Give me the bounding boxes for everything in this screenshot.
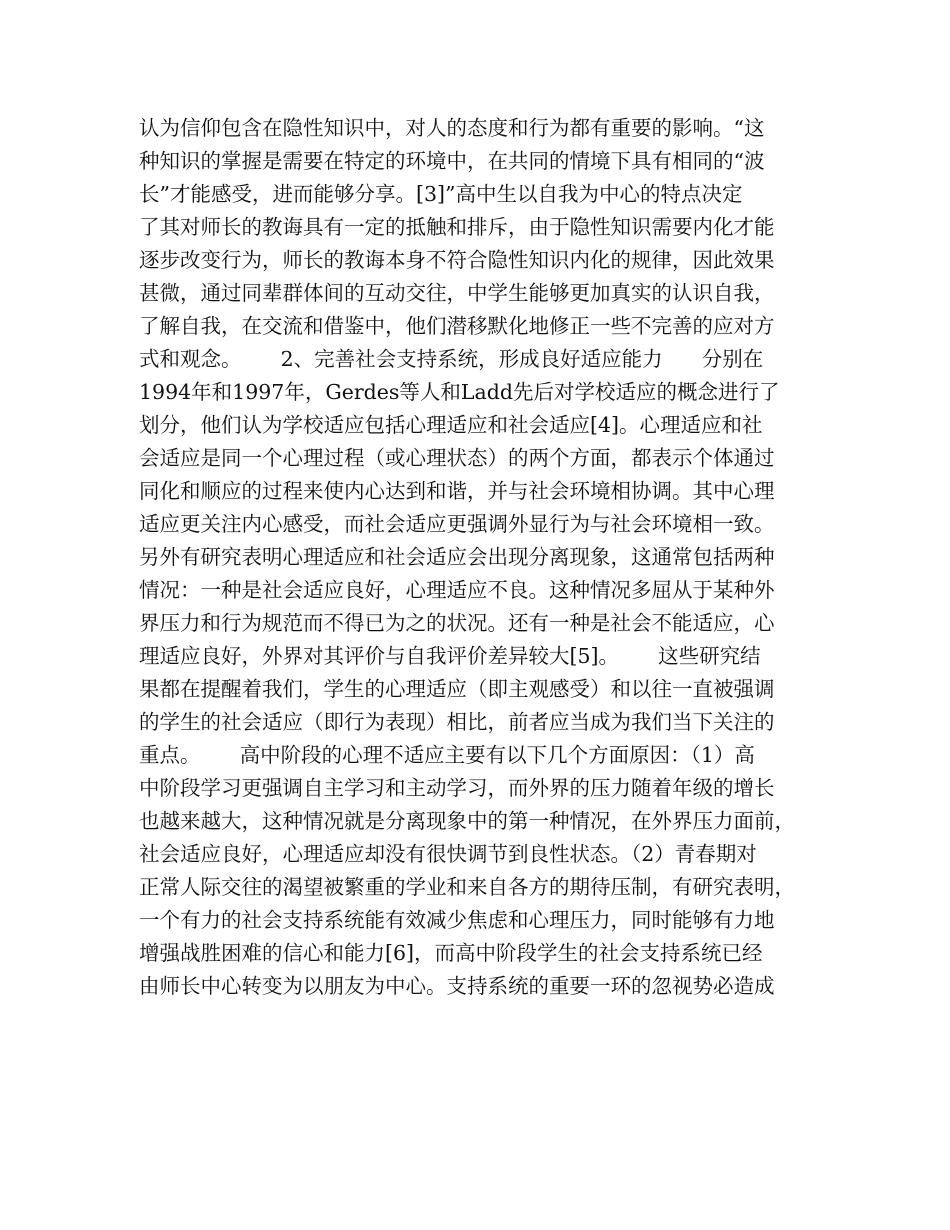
text-line: 划分，他们认为学校适应包括心理适应和社会适应[4]。心理适应和社 (139, 413, 763, 437)
text-line: 果都在提醒着我们，学生的心理适应（即主观感受）和以往一直被强调 (139, 677, 775, 701)
text-line: 正常人际交往的渴望被繁重的学业和来自各方的期待压制，有研究表明， (139, 875, 795, 899)
text-line: 适应更关注内心感受，而社会适应更强调外显行为与社会环境相一致。 (139, 512, 775, 536)
text-line: 一个有力的社会支持系统能有效减少焦虑和心理压力，同时能够有力地 (139, 908, 775, 932)
text-line: 情况：一种是社会适应良好，心理适应不良。这种情况多屈从于某种外 (139, 578, 775, 602)
text-line: 另外有研究表明心理适应和社会适应会出现分离现象，这通常包括两种 (139, 545, 775, 569)
text-line: 界压力和行为规范而不得已为之的状况。还有一种是社会不能适应，心 (139, 611, 775, 635)
text-line: 由师长中心转变为以朋友为中心。支持系统的重要一环的忽视势必造成 (139, 974, 775, 998)
text-line: 中阶段学习更强调自主学习和主动学习，而外界的压力随着年级的增长 (139, 776, 775, 800)
text-line: 的学生的社会适应（即行为表现）相比，前者应当成为我们当下关注的 (139, 710, 775, 734)
body-text (139, 112, 829, 1003)
text-line: 认为信仰包含在隐性知识中，对人的态度和行为都有重要的影响。“这 (139, 116, 765, 140)
text-line: 社会适应良好，心理适应却没有很快调节到良性状态。（2）青春期对 (139, 842, 757, 866)
text-line: 重点。 高中阶段的心理不适应主要有以下几个方面原因：（1）高 (139, 743, 755, 767)
text-line: 理适应良好，外界对其评价与自我评价差异较大[5]。 这些研究结 (139, 644, 761, 668)
text-line: 式和观念。 2、完善社会支持系统，形成良好适应能力 分别在 (139, 347, 764, 371)
text-line: 会适应是同一个心理过程（或心理状态）的两个方面，都表示个体通过 (139, 446, 775, 470)
text-line: 也越来越大，这种情况就是分离现象中的第一种情况，在外界压力面前， (139, 809, 795, 833)
text-line: 了其对师长的教诲具有一定的抵触和排斥，由于隐性知识需要内化才能 (139, 215, 775, 239)
text-line: 种知识的掌握是需要在特定的环境中，在共同的情境下具有相同的“波 (139, 149, 765, 173)
text-line: 增强战胜困难的信心和能力[6]，而高中阶段学生的社会支持系统已经 (139, 941, 763, 965)
text-line: 了解自我，在交流和借鉴中，他们潜移默化地修正一些不完善的应对方 (139, 314, 775, 338)
text-line: 甚微，通过同辈群体间的互动交往，中学生能够更加真实的认识自我， (139, 281, 775, 305)
text-line: 长”才能感受，进而能够分享。[3]”高中生以自我为中心的特点决定 (139, 182, 743, 206)
text-line: 逐步改变行为，师长的教诲本身不符合隐性知识内化的规律，因此效果 (139, 248, 775, 272)
text-line: 1994年和1997年，Gerdes等人和Ladd先后对学校适应的概念进行了 (139, 380, 780, 404)
text-line: 同化和顺应的过程来使内心达到和谐，并与社会环境相协调。其中心理 (139, 479, 775, 503)
